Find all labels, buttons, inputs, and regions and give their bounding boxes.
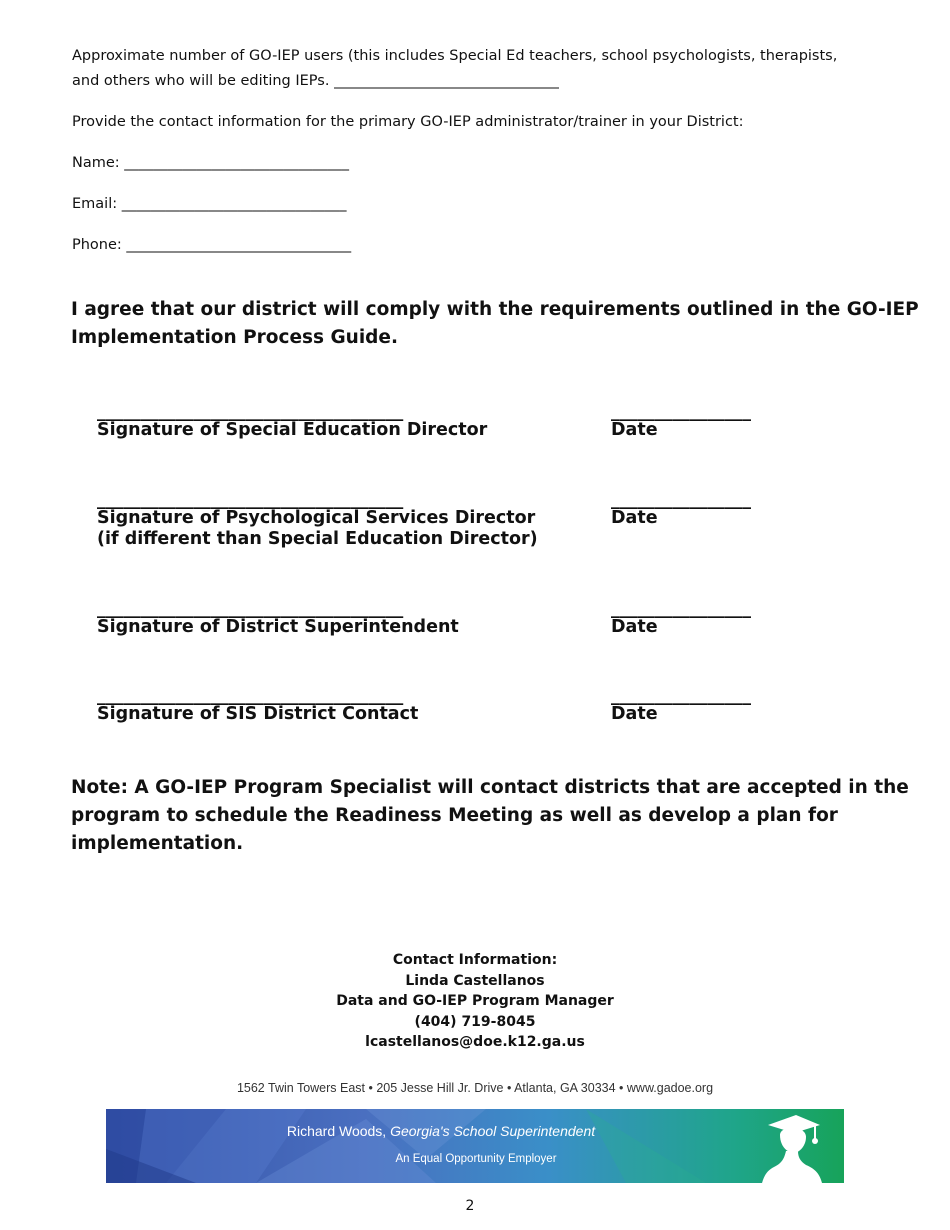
- page-number: 2: [465, 1198, 475, 1214]
- name-field[interactable]: Name: _______________________________: [72, 155, 350, 171]
- signature-label-special-ed: Signature of Special Education Director: [97, 420, 488, 440]
- note-line2: program to schedule the Readiness Meeting as well as develop a plan for: [71, 805, 838, 826]
- contact-email[interactable]: lcastellanos@doe.k12.ga.us: [365, 1034, 585, 1050]
- banner-facets-decoration: [106, 1109, 844, 1183]
- signature-line-special-ed[interactable]: ___________________________________: [97, 402, 404, 422]
- signature-label-superintendent: Signature of District Superintendent: [97, 617, 459, 637]
- signature-label-psych-note: (if different than Special Education Director): [97, 529, 538, 549]
- note-line1: Note: A GO-IEP Program Specialist will contact districts that are accepted in the: [71, 777, 909, 798]
- contact-prompt: Provide the contact information for the primary GO-IEP administrator/trainer in your District:: [72, 114, 744, 130]
- agreement-line2: Implementation Process Guide.: [71, 327, 399, 348]
- date-label: Date: [611, 420, 658, 440]
- banner-name: Richard Woods,: [286, 1123, 391, 1139]
- banner-role: Georgia's School Superintendent: [390, 1123, 596, 1139]
- footer-banner: [106, 1109, 844, 1183]
- date-line-sis[interactable]: ________________: [611, 686, 751, 706]
- users-count-prompt-line1: Approximate number of GO-IEP users (this includes Special Ed teachers, school psychologists, therapists,: [72, 48, 838, 64]
- contact-heading: Contact Information:: [392, 952, 558, 968]
- note-line3: implementation.: [71, 833, 244, 854]
- agreement-line1: I agree that our district will comply with the requirements outlined in the GO-IEP: [71, 299, 919, 320]
- contact-name: Linda Castellanos: [405, 972, 545, 989]
- banner-equal-opportunity: An Equal Opportunity Employer: [395, 1153, 557, 1165]
- date-label: Date: [611, 508, 658, 528]
- footer-address: 1562 Twin Towers East • 205 Jesse Hill Jr. Drive • Atlanta, GA 30334 • www.gadoe.org: [236, 1081, 714, 1095]
- contact-phone: (404) 719-8045: [414, 1013, 536, 1030]
- contact-title: Data and GO-IEP Program Manager: [336, 993, 614, 1009]
- signature-line-sis[interactable]: ___________________________________: [97, 686, 404, 706]
- date-label: Date: [611, 617, 658, 637]
- email-field[interactable]: Email: _______________________________: [72, 196, 347, 212]
- phone-field[interactable]: Phone: _______________________________: [72, 237, 352, 253]
- signature-label-sis: Signature of SIS District Contact: [97, 704, 419, 724]
- signature-label-psych: Signature of Psychological Services Director: [97, 508, 536, 528]
- users-count-field[interactable]: and others who will be editing IEPs. _______________________________: [72, 73, 559, 89]
- date-line-special-ed[interactable]: ________________: [611, 402, 751, 422]
- date-label: Date: [611, 704, 658, 724]
- signature-line-superintendent[interactable]: ___________________________________: [97, 599, 404, 619]
- date-line-superintendent[interactable]: ________________: [611, 599, 751, 619]
- date-line-psych[interactable]: ________________: [611, 490, 751, 510]
- graduate-silhouette-icon: [758, 1111, 824, 1183]
- signature-line-psych[interactable]: ___________________________________: [97, 490, 404, 510]
- banner-superintendent: [106, 1123, 776, 1139]
